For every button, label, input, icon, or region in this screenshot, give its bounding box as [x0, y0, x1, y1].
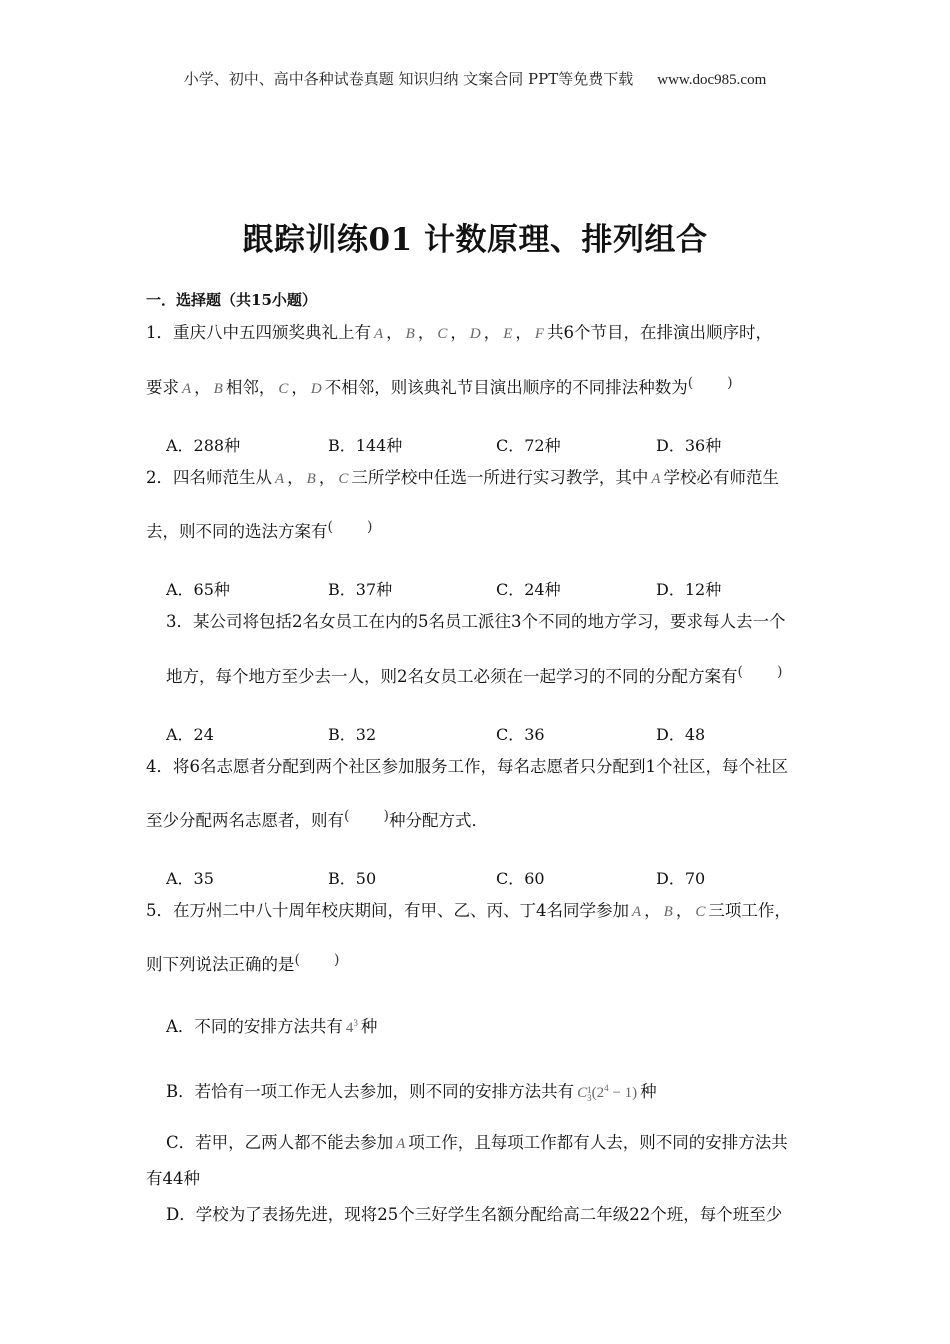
q4-option-b: B．50	[328, 869, 377, 888]
var-e: E	[503, 326, 513, 342]
q5-option-a: A．不同的安排方法共有 $4^3$ 种	[166, 1017, 378, 1036]
q1-line-2: 要求 A ， B 相邻， C ， D 不相邻，则该典礼节目演出顺序的不同排法种数为( )	[146, 377, 733, 400]
q3-option-a: A．24	[166, 725, 214, 744]
q5-option-c-line-1: C．若甲，乙两人都不能去参加 A 项工作，且每项工作都有人去，则不同的安排方法共	[166, 1133, 788, 1152]
q5-option-d-line-1: D．学校为了表扬先进，现将25个三好学生名额分配给高二年级22个班，每个班至少	[166, 1205, 783, 1224]
q5-option-b: B．若恰有一项工作无人去参加，则不同的安排方法共有 C 1 3 $(2^4 - 1)$ 种	[166, 1082, 657, 1103]
q2-line-1: 2．四名师范生从 A ， B ， C 三所学校中任选一所进行实习教学，其中 A 学校必有师范生	[146, 468, 780, 487]
answer-blank: ( )	[327, 519, 373, 535]
q2-option-a: A．65种	[166, 580, 230, 599]
answer-blank: ( )	[344, 808, 389, 824]
q2-option-d: D．12种	[656, 580, 722, 599]
var-d: D	[469, 326, 481, 342]
q5-line-1: 5．在万州二中八十周年校庆期间，有甲、乙、丙、丁4名同学参加 A ， B ， C 三项工作，	[146, 901, 791, 920]
answer-blank: ( )	[737, 664, 783, 680]
page-header	[0, 68, 950, 89]
q1-option-b: B．144种	[328, 436, 403, 455]
q4-line-2: 至少分配两名志愿者，则有( )种分配方式．	[146, 810, 488, 833]
answer-blank: ( )	[687, 375, 733, 391]
q3-line-1: 3．某公司将包括2名女员工在内的5名员工派往3个不同的地方学习，要求每人去一个	[166, 612, 786, 631]
page-title: 跟踪训练01 计数原理、排列组合	[242, 222, 708, 258]
q5-line-2: 则下列说法正确的是( )	[146, 954, 339, 977]
var-c: C	[437, 326, 448, 342]
q3-option-d: D．48	[656, 725, 706, 744]
q1-option-d: D．36种	[656, 436, 722, 455]
q2-option-c: C．24种	[496, 580, 561, 599]
q1-line-1: 1．重庆八中五四颁奖典礼上有 A ， B ， C ， D ， E ， F 共6个节目，在排演出顺序时，	[146, 323, 773, 342]
q3-option-c: C．36	[496, 725, 545, 744]
q3-option-b: B．32	[328, 725, 377, 744]
var-f: F	[534, 326, 545, 342]
q4-option-a: A．35	[166, 869, 214, 888]
header-site[interactable]: www.doc985.com	[657, 72, 767, 88]
math-combination: C 1 3 $(2^4 - 1)$	[577, 1083, 638, 1103]
var-a: A	[374, 326, 384, 342]
q3-line-2: 地方，每个地方至少去一人，则2名女员工必须在一起学习的不同的分配方案有( )	[166, 666, 782, 689]
q1-text-b: 共6个节目，在排演出顺序时，	[547, 323, 773, 342]
math-power: $4^3$	[345, 1018, 358, 1036]
header-text: 小学、初中、高中各种试卷真题 知识归纳 文案合同 PPT等免费下载	[183, 70, 634, 88]
q1-text-a: 1．重庆八中五四颁奖典礼上有	[146, 323, 371, 342]
q2-line-2: 去，则不同的选法方案有( )	[146, 521, 372, 544]
answer-blank: ( )	[294, 952, 340, 968]
q5-option-c-line-2: 有44种	[146, 1169, 200, 1188]
var-b: B	[405, 326, 415, 342]
q4-line-1: 4．将6名志愿者分配到两个社区参加服务工作，每名志愿者只分配到1个社区，每个社区	[146, 757, 788, 776]
q2-option-b: B．37种	[328, 580, 393, 599]
q1-option-a: A．288种	[166, 436, 241, 455]
q4-option-d: D．70	[656, 869, 706, 888]
section-heading: 一．选择题（共15小题）	[146, 291, 317, 309]
q4-option-c: C．60	[496, 869, 545, 888]
q1-option-c: C．72种	[496, 436, 561, 455]
